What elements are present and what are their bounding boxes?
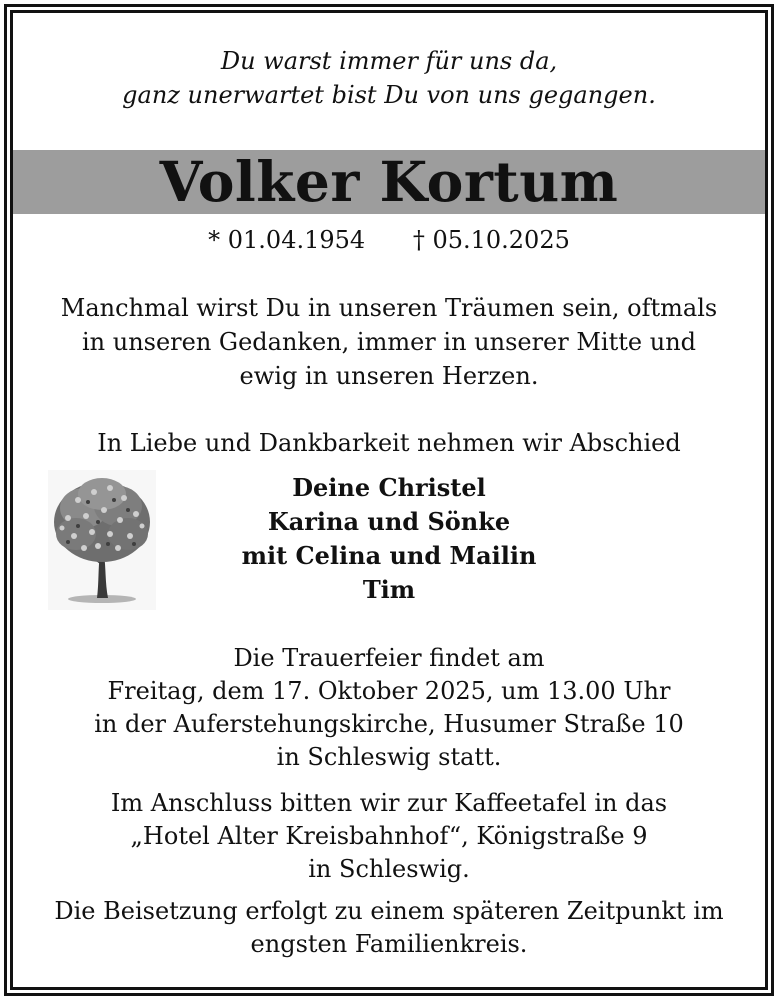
family-line-2: Karina und Sönke: [267, 507, 511, 536]
family-line-3: mit Celina und Mailin: [241, 541, 537, 570]
service-line-3: in der Auferstehungskirche, Husumer Straße 10: [94, 710, 684, 738]
service-line-4: in Schleswig statt.: [276, 743, 502, 771]
burial-info: [0, 895, 778, 961]
farewell-text: In Liebe und Dankbarkeit nehmen wir Abschied: [97, 429, 681, 457]
deceased-name: Volker Kortum: [159, 149, 619, 214]
memorial-verse: [0, 291, 778, 393]
coffee-line-2: „Hotel Alter Kreisbahnhof“, Königstraße 9: [130, 822, 648, 850]
funeral-service-info: [0, 642, 778, 774]
burial-line-2: engsten Familienkreis.: [250, 930, 528, 958]
motto-line-2: ganz unerwartet bist Du von uns gegangen.: [122, 81, 656, 109]
tree-icon: [48, 470, 156, 610]
life-dates: [0, 225, 778, 255]
family-line-1: Deine Christel: [292, 473, 486, 502]
motto: [0, 44, 778, 112]
coffee-line-3: in Schleswig.: [308, 855, 470, 883]
coffee-reception-info: [0, 787, 778, 886]
service-line-1: Die Trauerfeier findet am: [233, 644, 545, 672]
verse-line-3: ewig in unseren Herzen.: [239, 362, 539, 390]
birth-date: * 01.04.1954: [208, 226, 366, 254]
family-line-4: Tim: [362, 575, 416, 604]
verse-line-2: in unseren Gedanken, immer in unserer Mitte und: [81, 328, 697, 356]
motto-line-1: Du warst immer für uns da,: [220, 47, 558, 75]
service-line-2: Freitag, dem 17. Oktober 2025, um 13.00 Uhr: [107, 677, 671, 705]
verse-line-1: Manchmal wirst Du in unseren Träumen sein, oftmals: [60, 294, 718, 322]
burial-line-1: Die Beisetzung erfolgt zu einem späteren Zeitpunkt im: [54, 897, 724, 925]
death-date: † 05.10.2025: [412, 226, 570, 254]
coffee-line-1: Im Anschluss bitten wir zur Kaffeetafel in das: [110, 789, 668, 817]
